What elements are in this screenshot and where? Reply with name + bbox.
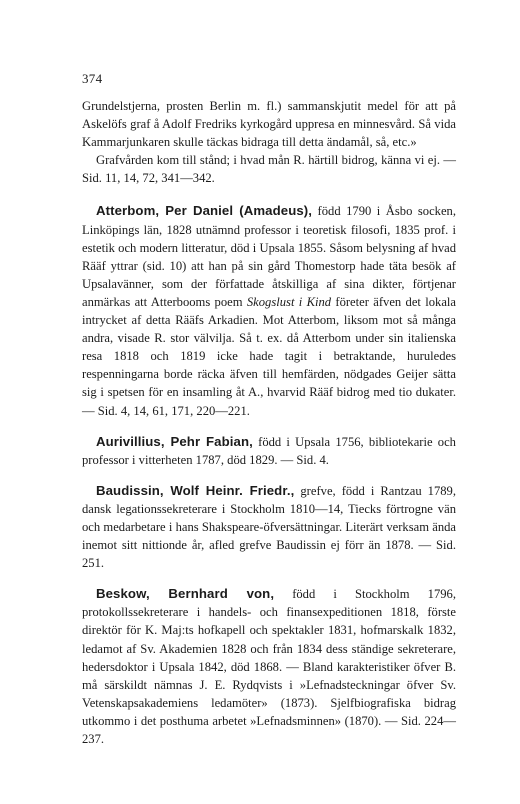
entry-text-aurivillius: född i Upsala 1756, bibliotekarie och professor i vitterheten 1787, död 1829. — Sid. 4. (82, 434, 456, 467)
entry-name-atterbom: Atterbom, Per Daniel (Amadeus), (96, 203, 313, 219)
entry-text-beskow: född i Stockholm 1796, protokollssekreterare i handels- och finansexpeditionen 1818, förste direktör för K. Maj:ts hofkapell och spektakler 1831, hofmarskalk 1832, ledamot af Sv. Akademien 1828 och från 1834 dess ständige sekreterare, hedersdoktor i Upsala 1842, död 1868. — Bland karakteristiker öfver B. må särskildt nämnas J. E. Rydqvists i »Lefnadsteckningar öfver Sv. Vetenskapsakademiens ledamöter» (1873). Sjelfbiografiska bidrag utkommo i det posthuma arbetet »Lefnadsminnen» (1870). — Sid. 224—237. (82, 587, 456, 746)
text-column (82, 97, 456, 748)
entry-text-atterbom-part1: född 1790 i Åsbo socken, Linköpings län, 1828 utnämnd professor i teoretisk filosofi, 1835 prof. i estetik och modern litteratur, död i Upsala 1855. Såsom belysning af hvad Rääf yttrar (sid. 10) att han på sin gård Thomestorp hade täta besök af Upsalavänner, som der författade åtskilliga af sina dikter, förtjenar anmärkas att Atterbooms poem (82, 204, 456, 309)
entry-beskow (82, 585, 456, 748)
intro-paragraph-1: Grundelstjerna, prosten Berlin m. fl.) sammanskjutit medel för att på Askelöfs graf å Adolf Fredriks kyrkogård uppresa en minnesvård. Så vida Kammarjunkaren skulle täckas bidraga till detta ändamål, så, etc.» (82, 99, 456, 150)
entry-text-baudissin: grefve, född i Rantzau 1789, dansk legationssekreterare i Stockholm 1810—14, Tiecks förtrogne vän och medarbetare i hans Shakspeare-öfversättningar. Literärt verksam ända inemot sitt nittionde år, afled grefve Baudissin ej förr än 1878. — Sid. 251. (82, 483, 456, 571)
entry-atterbom (82, 202, 456, 419)
entry-aurivillius (82, 433, 456, 469)
entry-name-baudissin: Baudissin, Wolf Heinr. Friedr., (96, 482, 295, 498)
entry-text-atterbom-part2: företer äfven det lokala intrycket af detta Rääfs Arkadien. Mot Atterbom, liksom mot så många andra, visade R. stor välvilja. Så t. ex. då Atterbom under sin italienska resa 1818 och 1819 icke hade tagit i betraktande, huruledes respenningarna borde räcka äfven till hemfärden, nödgades Geijer sätta sig i spetsen för en insamling åt A., hvarvid Rääf bidrog med tio dukater. — Sid. 4, 14, 61, 171, 220—221. (82, 294, 456, 418)
intro-paragraph-2: Grafvården kom till stånd; i hvad mån R. härtill bidrog, känna vi ej. — Sid. 11, 14, 72, 341—342. (82, 153, 456, 186)
poem-title-skogslust: Skogslust i Kind (246, 294, 332, 309)
page-number: 374 (82, 71, 103, 86)
entry-name-beskow: Beskow, Bernhard von, (96, 586, 275, 602)
entry-baudissin (82, 482, 456, 572)
entry-name-aurivillius: Aurivillius, Pehr Fabian, (96, 433, 253, 449)
